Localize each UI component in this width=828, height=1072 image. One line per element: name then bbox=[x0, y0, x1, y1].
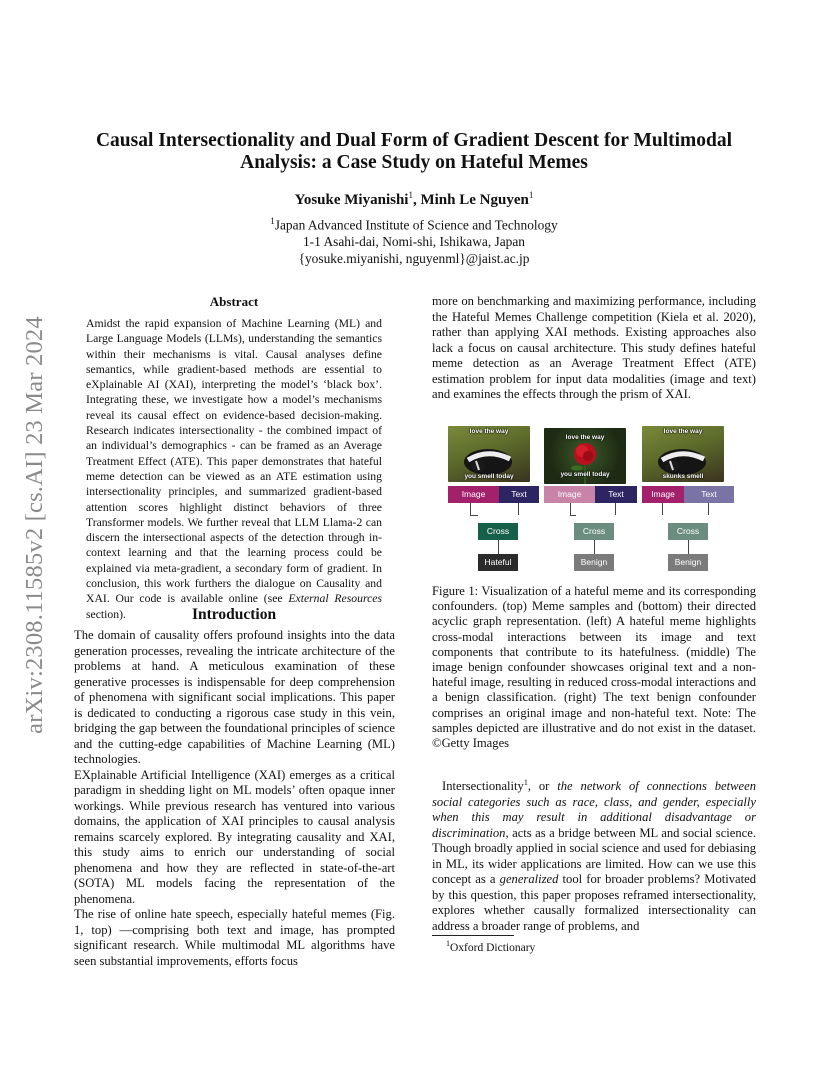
arxiv-id: arXiv:2308.11585v2 [cs.AI] 23 Mar 2024 bbox=[21, 316, 48, 734]
meme-3-top-text: love the way bbox=[663, 428, 703, 435]
node-cross-2: Cross bbox=[574, 523, 614, 540]
edge-8 bbox=[708, 503, 709, 515]
intro-paragraph-3: The rise of online hate speech, especially hateful memes (Fig. 1, top) —comprising both text and image, has prompted significant research. While multimodal ML algorithms have seen substantial improvements, efforts focus bbox=[74, 907, 395, 968]
node-image-3: Image bbox=[642, 486, 684, 503]
affiliation-name: Japan Advanced Institute of Science and Technology bbox=[274, 217, 558, 233]
author-2-aff: 1 bbox=[528, 190, 534, 200]
meme-text-confounder bbox=[642, 426, 724, 482]
intro-paragraph-2: EXplainable Artificial Intelligence (XAI) emerges as a critical paradigm in shedding light on ML models’ often opaque inner workings. While previous research has ventured into various domains, the application of XAI principles to causal analysis remains scarcely explored. By integrating causality and XAI, this study aims to enrich our understanding of social phenomena and how they are reflected in state-of-the-art (SOTA) ML models facing the representation of the phenomena. bbox=[74, 767, 395, 906]
author-2: Minh Le Nguyen bbox=[420, 192, 529, 208]
node-text-3: Text bbox=[684, 486, 734, 503]
affiliation bbox=[80, 213, 748, 267]
node-text-1: Text bbox=[499, 486, 539, 503]
edge-4 bbox=[570, 503, 571, 515]
meme-2-top-text: love the way bbox=[565, 434, 605, 441]
node-outcome-2: Benign bbox=[574, 554, 614, 571]
node-cross-1: Cross bbox=[478, 523, 518, 540]
node-text-2: Text bbox=[595, 486, 637, 503]
right-p2-text-a: , or bbox=[527, 779, 558, 794]
intro-paragraph-1: The domain of causality offers profound insights into the data generation processes, revealing the intricate architecture of the problems at hand. A meticulous examination of these generative processes is indispensable for deep comprehension of phenomena with significant social implications. This paper is dedicated to conducting a rigorous case study in this vein, bridging the gap between the foundational principles of science and the cutting-edge capabilities of Machine Learning (ML) technologies. bbox=[74, 628, 395, 766]
right-p2-text-b: , acts as a bridge between ML and social science. Though broadly applied in social science and used for debiasing in ML, its wider applications are limited. How can we use this concept as a bbox=[432, 825, 756, 887]
intro-left-column bbox=[74, 628, 395, 969]
author-separator: , bbox=[412, 192, 421, 208]
edge-1b bbox=[470, 515, 478, 516]
edge-9 bbox=[688, 540, 689, 554]
meme-1-top-text: love the way bbox=[469, 428, 509, 435]
authors bbox=[80, 190, 748, 209]
footnote-ref: 1 bbox=[523, 778, 528, 787]
arxiv-stamp bbox=[10, 290, 60, 760]
author-1-aff: 1 bbox=[408, 190, 413, 200]
footnote bbox=[446, 939, 535, 954]
meme-3-bottom-text: skunks smell bbox=[662, 473, 704, 480]
affiliation-address: 1-1 Asahi-dai, Nomi-shi, Ishikawa, Japan bbox=[302, 234, 526, 250]
abstract-text-end: section). bbox=[86, 607, 126, 621]
intro-heading: Introduction bbox=[191, 606, 277, 623]
edge-7 bbox=[662, 503, 663, 515]
paper-title bbox=[80, 130, 748, 174]
edge-4b bbox=[570, 515, 576, 516]
edge-2 bbox=[518, 503, 519, 515]
meme-1-bottom-text: you smell today bbox=[464, 473, 514, 480]
right-paragraph-1: more on benchmarking and maximizing performance, including the Hateful Memes Challenge competition (Kiela et al. 2020), rather than applying XAI methods. Existing approaches also lack a focus on causal architecture. This study defines hateful meme detection as an Average Treatment Effect (ATE) estimation problem for input data modalities (image and text) and examines the effects through the prism of XAI. bbox=[432, 294, 756, 401]
edge-1 bbox=[470, 503, 471, 515]
meme-hateful bbox=[448, 426, 530, 482]
footnote-rule bbox=[432, 935, 514, 936]
footnote-text: Oxford Dictionary bbox=[450, 941, 536, 954]
generalized-italic: generalized bbox=[499, 872, 559, 887]
node-outcome-1: Hateful bbox=[478, 554, 518, 571]
definition-italic: the network of connections between social categories such as race, class, and gender, especially when this may result in additional disadvantage or discrimination bbox=[432, 779, 756, 840]
node-cross-3: Cross bbox=[668, 523, 708, 540]
abstract-text: Amidst the rapid expansion of Machine Learning (ML) and Large Language Models (LLMs), understanding the semantics within their mechanisms is vital. Causal analyses define semantics, while gradient-based methods are essential to eXplainable AI (XAI), interpreting the model’s ‘black box’. Integrating these, we investigate how a model’s mechanisms reveal its causal effect on evidence-based decision-making. Research indicates intersectionality - the combined impact of an individual’s demographics - can be framed as an Average Treatment Effect (ATE). This paper demonstrates that hateful meme detection can be viewed as an ATE estimation using intersectionality principles, and summarized gradient-based attention scores highlight distinct behaviors of three Transformer models. We further reveal that LLM Llama-2 can discern the intersectional aspects of the detection through in-context learning and that the learning process could be explained via meta-gradient, a secondary form of gradient. In conclusion, this work furthers the dialogue on Causality and XAI. Our code is available online (see bbox=[86, 317, 382, 606]
node-image-2: Image bbox=[544, 486, 595, 503]
affiliation-email: {yosuke.miyanishi, nguyenml}@jaist.ac.jp bbox=[298, 251, 530, 267]
abstract-italic: External Resources bbox=[288, 592, 382, 606]
meme-image-confounder bbox=[544, 428, 626, 484]
title-line-1: Causal Intersectionality and Dual Form of Gradient Descent for Multimodal bbox=[95, 130, 733, 151]
author-1: Yosuke Miyanishi bbox=[294, 192, 409, 208]
title-line-2: Analysis: a Case Study on Hateful Memes bbox=[240, 152, 588, 173]
right-column-top bbox=[432, 294, 756, 403]
edge-3 bbox=[498, 540, 499, 554]
aff-mark: 1 bbox=[270, 216, 275, 226]
intersectionality-term: Intersectionality bbox=[442, 779, 524, 794]
meme-2-bottom-text: you smell today bbox=[560, 471, 610, 478]
node-image-1: Image bbox=[448, 486, 499, 503]
edge-5 bbox=[615, 503, 616, 515]
edge-6 bbox=[594, 540, 595, 554]
abstract-body bbox=[86, 316, 382, 622]
node-outcome-3: Benign bbox=[668, 554, 708, 571]
figure-caption: Figure 1: Visualization of a hateful meme and its corresponding confounders. (top) Meme samples and (bottom) their directed acyclic graph representation. (left) A hateful meme highlights cross-modal interactions between its image and text components that contribute to its hatefulness. (middle) The image benign confounder showcases original text and a non-hateful image, resulting in reduced cross-modal interactions and a benign classification. (right) The text benign confounder comprises an original image and non-hateful text. Note: The samples depicted are illustrative and do not exist in the dataset. ©Getty Images bbox=[432, 584, 756, 751]
footnote-mark: 1 bbox=[446, 939, 450, 948]
figure-1 bbox=[446, 424, 736, 574]
right-p2-text-c: tool for broader problems? Motivated by this question, this paper proposes reframed intersectionality, explores whether causally formalized intersectionality can address a broader range of problems, and bbox=[432, 872, 757, 933]
right-column-bottom bbox=[432, 775, 756, 934]
abstract-heading: Abstract bbox=[209, 294, 259, 309]
